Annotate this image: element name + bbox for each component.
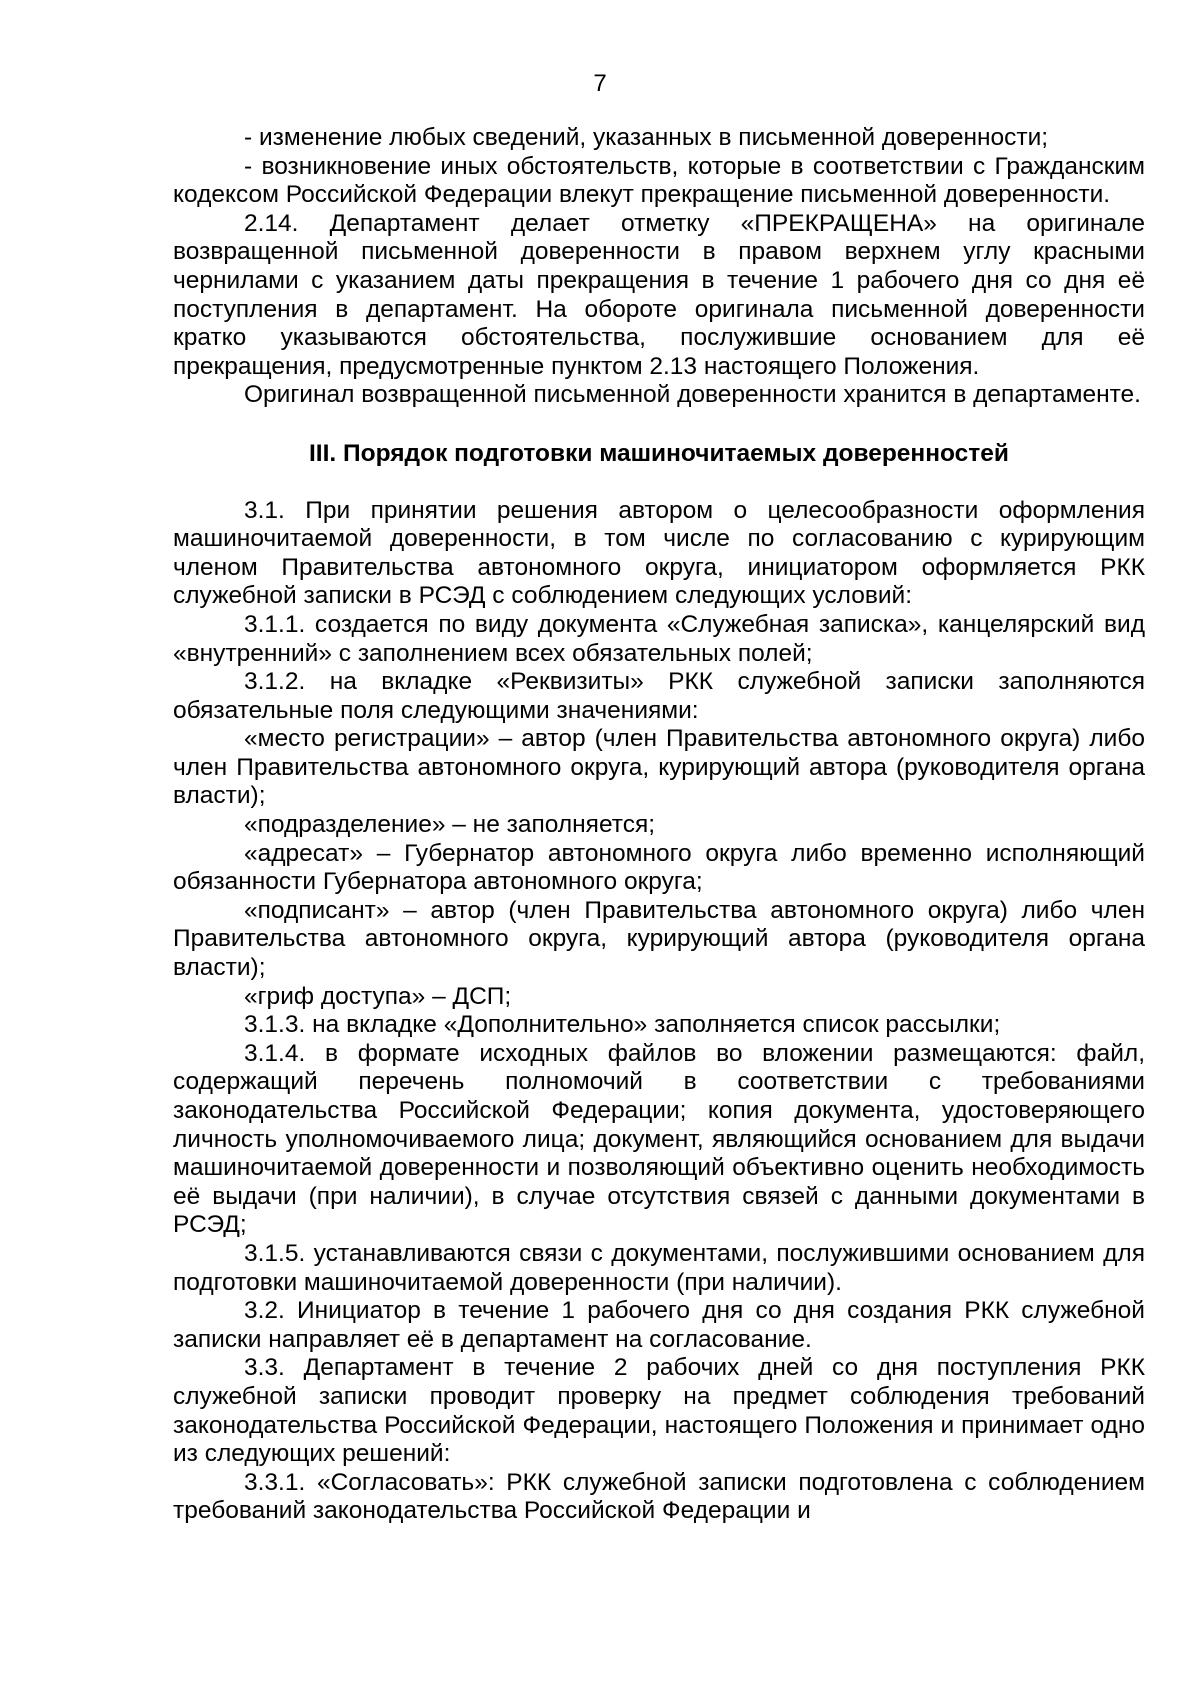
paragraph-field-registration-place: «место регистрации» – автор (член Правительства автономного округа) либо член Правительства автономного округа, курирующий автора (руководителя органа власти); (173, 725, 1145, 810)
paragraph-3-1-1: 3.1.1. создается по виду документа «Служебная записка», канцелярский вид «внутренний» с заполнением всех обязательных полей; (173, 610, 1145, 667)
paragraph-3-3-1: 3.3.1. «Согласовать»: РКК служебной записки подготовлена с соблюдением требований законодательства Российской Федерации и (173, 1468, 1145, 1525)
paragraph-3-2: 3.2. Инициатор в течение 1 рабочего дня со дня создания РКК служебной записки направляет её в департамент на согласование. (173, 1297, 1145, 1353)
document-body (173, 124, 1145, 1526)
paragraph-3-3: 3.3. Департамент в течение 2 рабочих дней со дня поступления РКК служебной записки проводит проверку на предмет соблюдения требований законодательства Российской Федерации, настоящего Положения и принимает одно из следующих решений: (173, 1354, 1145, 1468)
paragraph-list-item-2: - возникновение иных обстоятельств, которые в соответствии с Гражданским кодексом Российской Федерации влекут прекращение письменной доверенности. (173, 152, 1145, 209)
paragraph-3-1: 3.1. При принятии решения автором о целесообразности оформления машиночитаемой доверенности, в том числе по согласованию с курирующим членом Правительства автономного округа, инициатором оформляется РКК служебной записки в РСЭД с соблюдением следующих условий: (173, 496, 1145, 610)
paragraph-field-access-stamp: «гриф доступа» – ДСП; (244, 982, 512, 1010)
section-title: III. Порядок подготовки машиночитаемых доверенностей (309, 439, 1009, 467)
paragraph-list-item-1: - изменение любых сведений, указанных в письменной доверенности; (244, 124, 1049, 151)
paragraph-field-addressee: «адресат» – Губернатор автономного округа либо временно исполняющий обязанности Губернатора автономного округа; (173, 839, 1145, 896)
paragraph-field-signatory: «подписант» – автор (член Правительства автономного округа) либо член Правительства автономного округа, курирующий автора (руководителя органа власти); (173, 896, 1145, 982)
paragraph-3-1-3: 3.1.3. на вкладке «Дополнительно» заполняется список рассылки; (244, 1011, 1001, 1039)
page-number: 7 (593, 70, 607, 97)
paragraph-3-1-4: 3.1.4. в формате исходных файлов во вложении размещаются: файл, содержащий перечень полномочий в соответствии с требованиями законодательства Российской Федерации; копия документа, удостоверяющего личность уполномочиваемого лица; документ, являющийся основанием для выдачи машиночитаемой доверенности и позволяющий объективно оценить необходимость её выдачи (при наличии), в случае отсутствия связей с данными документами в РСЭД; (173, 1039, 1145, 1239)
paragraph-original-storage: Оригинал возвращенной письменной доверенности хранится в департаменте. (244, 381, 1141, 409)
paragraph-3-1-2: 3.1.2. на вкладке «Реквизиты» РКК служебной записки заполняются обязательные поля следующими значениями: (173, 668, 1145, 724)
paragraph-field-subdivision: «подразделение» – не заполняется; (244, 811, 656, 839)
paragraph-2-14: 2.14. Департамент делает отметку «ПРЕКРАЩЕНА» на оригинале возвращенной письменной доверенности в правом верхнем углу красными чернилами с указанием даты прекращения в течение 1 рабочего дня со дня её поступления в департамент. На обороте оригинала письменной доверенности кратко указываются обстоятельства, послужившие основанием для её прекращения, предусмотренные пунктом 2.13 настоящего Положения. (173, 209, 1145, 380)
paragraph-3-1-5: 3.1.5. устанавливаются связи с документами, послужившими основанием для подготовки машиночитаемой доверенности (при наличии). (173, 1239, 1145, 1296)
